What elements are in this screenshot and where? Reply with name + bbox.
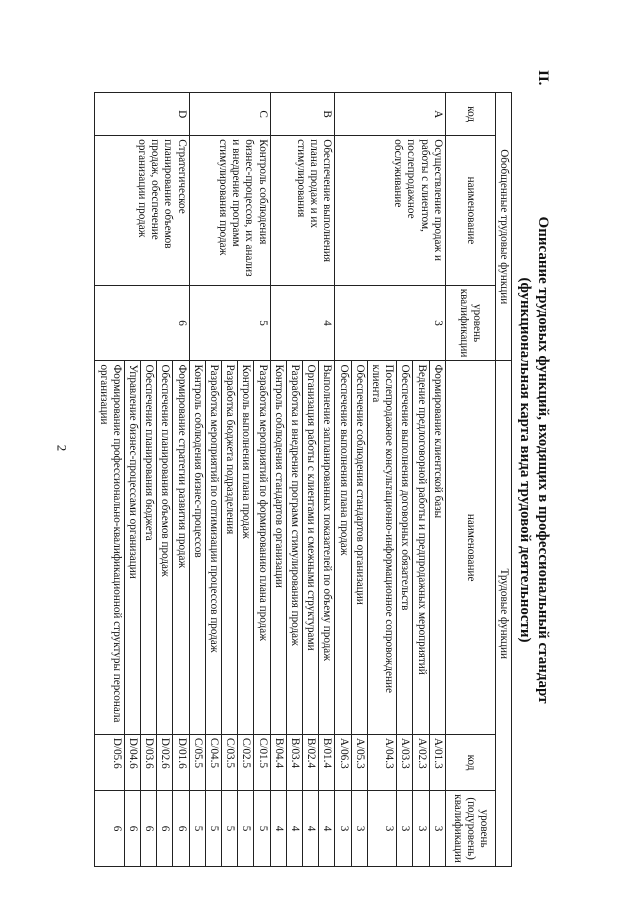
function-name: Контроль соблюдения стандартов организации bbox=[270, 361, 286, 734]
header-tf-level: уровень (подуровень) квалификации bbox=[445, 791, 495, 867]
function-code: A/01.3 bbox=[429, 734, 445, 790]
function-level: 3 bbox=[397, 791, 413, 867]
function-name: Формирование клиентской базы bbox=[429, 361, 445, 734]
function-level: 6 bbox=[173, 791, 189, 867]
function-level: 6 bbox=[140, 791, 156, 867]
group-code: A bbox=[335, 93, 445, 136]
function-level: 5 bbox=[238, 791, 254, 867]
function-name: Обеспечение выполнения договорных обязательств bbox=[397, 361, 413, 734]
function-level: 3 bbox=[429, 791, 445, 867]
section-title bbox=[516, 70, 552, 850]
function-code: C/01.5 bbox=[254, 734, 270, 790]
group-name: Контроль соблюдения бизнес-процессов, их анализ и внедрение программ стимулирования продаж bbox=[189, 136, 270, 285]
function-level: 4 bbox=[302, 791, 318, 867]
function-name: Обеспечение выполнения плана продаж bbox=[335, 361, 351, 734]
function-name: Послепродажное консультационно-информационное сопровождение клиента bbox=[367, 361, 396, 734]
group-name: Стратегическое планирование объемов продаж, обеспечение организации продаж bbox=[95, 136, 189, 285]
function-code: A/04.3 bbox=[367, 734, 396, 790]
group-code: C bbox=[189, 93, 270, 136]
function-code: C/04.5 bbox=[205, 734, 221, 790]
function-code: C/05.5 bbox=[189, 734, 205, 790]
table-row bbox=[319, 93, 335, 867]
function-level: 6 bbox=[124, 791, 140, 867]
function-code: C/03.5 bbox=[221, 734, 237, 790]
function-level: 3 bbox=[367, 791, 396, 867]
table-row bbox=[254, 93, 270, 867]
section-number: II. bbox=[535, 70, 551, 86]
function-name: Формирование стратегии развития продаж bbox=[173, 361, 189, 734]
function-code: D/05.6 bbox=[95, 734, 124, 790]
function-name: Разработка мероприятий по оптимизации процессов продаж bbox=[205, 361, 221, 734]
group-name: Обеспечение выполнения плана продаж и их стимулирования bbox=[270, 136, 335, 285]
functional-map-table bbox=[94, 92, 512, 867]
function-code: D/04.6 bbox=[124, 734, 140, 790]
function-code: B/03.4 bbox=[286, 734, 302, 790]
function-name: Контроль соблюдения бизнес-процессов bbox=[189, 361, 205, 734]
section-title-line1: Описание трудовых функций, входящих в профессиональный стандарт bbox=[535, 216, 551, 704]
function-code: A/02.3 bbox=[413, 734, 429, 790]
function-name: Управление бизнес-процессами организации bbox=[124, 361, 140, 734]
page-number: 2 bbox=[54, 444, 70, 452]
function-name: Обеспечение соблюдения стандартов организации bbox=[351, 361, 367, 734]
function-code: A/03.3 bbox=[397, 734, 413, 790]
function-name: Ведение предлоговорной работы и предпродажных мероприятий bbox=[413, 361, 429, 734]
function-code: D/03.6 bbox=[140, 734, 156, 790]
group-code: D bbox=[95, 93, 189, 136]
table-body bbox=[95, 93, 445, 867]
function-name: Разработка мероприятий по формированию плана продаж bbox=[254, 361, 270, 734]
function-level: 3 bbox=[335, 791, 351, 867]
header-name: наименование bbox=[445, 136, 495, 285]
function-code: D/01.6 bbox=[173, 734, 189, 790]
group-level: 4 bbox=[270, 285, 335, 361]
function-level: 4 bbox=[319, 791, 335, 867]
table-row bbox=[173, 93, 189, 867]
function-name: Обеспечение планирования объемов продаж bbox=[157, 361, 173, 734]
group-level: 5 bbox=[189, 285, 270, 361]
header-tf-name: наименование bbox=[445, 361, 495, 734]
table-row bbox=[429, 93, 445, 867]
group-level: 3 bbox=[335, 285, 445, 361]
group-name: Осуществление продаж и работы с клиентом, послепродажное обслуживание bbox=[335, 136, 445, 285]
function-level: 4 bbox=[270, 791, 286, 867]
function-level: 5 bbox=[189, 791, 205, 867]
function-level: 4 bbox=[286, 791, 302, 867]
function-name: Формирование профессионально-квалификационной структуры персонала организации bbox=[95, 361, 124, 734]
function-code: B/02.4 bbox=[302, 734, 318, 790]
function-level: 5 bbox=[221, 791, 237, 867]
group-code: B bbox=[270, 93, 335, 136]
function-code: B/04.4 bbox=[270, 734, 286, 790]
header-tf-code: код bbox=[445, 734, 495, 790]
header-level: уровень квалификации bbox=[445, 285, 495, 361]
function-code: A/06.3 bbox=[335, 734, 351, 790]
function-level: 5 bbox=[205, 791, 221, 867]
function-level: 5 bbox=[254, 791, 270, 867]
function-name: Выполнение запланированных показателей по объему продаж bbox=[319, 361, 335, 734]
function-name: Разработка бюджета подразделения bbox=[221, 361, 237, 734]
header-code: код bbox=[445, 93, 495, 136]
function-name: Контроль выполнения плана продаж bbox=[238, 361, 254, 734]
function-level: 3 bbox=[413, 791, 429, 867]
function-code: C/02.5 bbox=[238, 734, 254, 790]
function-code: A/05.3 bbox=[351, 734, 367, 790]
header-generalized: Обобщенные трудовые функции bbox=[495, 93, 511, 361]
function-name: Организация работы с клиентами и смежными структурами bbox=[302, 361, 318, 734]
function-level: 3 bbox=[351, 791, 367, 867]
header-labor: Трудовые функции bbox=[495, 361, 511, 867]
group-level: 6 bbox=[95, 285, 189, 361]
function-code: D/02.6 bbox=[157, 734, 173, 790]
function-name: Обеспечение планирования бюджета bbox=[140, 361, 156, 734]
function-name: Разработка и внедрение программ стимулирования продаж bbox=[286, 361, 302, 734]
section-title-line2: (функциональная карта вида трудовой деятельности) bbox=[517, 277, 533, 643]
function-code: B/01.4 bbox=[319, 734, 335, 790]
function-level: 6 bbox=[157, 791, 173, 867]
function-level: 6 bbox=[95, 791, 124, 867]
